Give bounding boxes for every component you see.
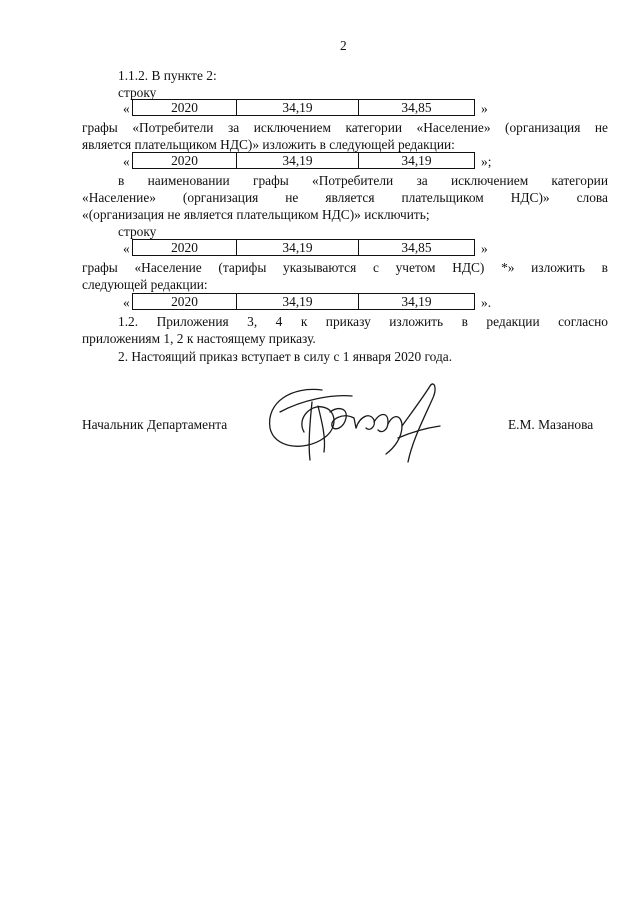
tariff-row-table	[132, 152, 475, 169]
page-number: 2	[340, 38, 347, 53]
tariff-row-table	[132, 99, 475, 116]
table-cell-value: 34,19	[237, 153, 359, 169]
table-cell-value: 34,19	[237, 100, 359, 116]
table-cell-year: 2020	[133, 294, 237, 310]
item-1-1-2: 1.1.2. В пункте 2:	[118, 68, 217, 83]
paragraph-line: «Население» (организация не является плательщиком НДС)» слова	[82, 190, 608, 205]
tariff-row-table	[132, 239, 475, 256]
signer-title: Начальник Департамента	[82, 417, 228, 432]
paragraph-line: графы «Потребители за исключением категории «Население» (организация не	[82, 120, 608, 135]
close-quote: »	[481, 241, 488, 256]
stroku-label-1: строку	[118, 85, 157, 100]
signature-image	[252, 382, 452, 472]
item-1-2-line: 1.2. Приложения 3, 4 к приказу изложить в редакции согласно	[118, 314, 608, 329]
open-quote: «	[123, 295, 130, 310]
tariff-row-table	[132, 293, 475, 310]
close-quote: »	[481, 101, 488, 116]
stroku-label-2: строку	[118, 224, 157, 239]
paragraph-line: графы «Население (тарифы указываются с учетом НДС) *» изложить в	[82, 260, 608, 275]
paragraph-line: является плательщиком НДС)» изложить в следующей редакции:	[82, 137, 455, 152]
table-cell-value: 34,85	[359, 240, 475, 256]
table-row	[133, 240, 475, 256]
table-cell-value: 34,85	[359, 100, 475, 116]
paragraph-line: «(организация не является плательщиком НДС)» исключить;	[82, 207, 430, 222]
table-row	[133, 100, 475, 116]
table-cell-value: 34,19	[359, 294, 475, 310]
table-cell-year: 2020	[133, 240, 237, 256]
open-quote: «	[123, 241, 130, 256]
open-quote: «	[123, 101, 130, 116]
table-cell-value: 34,19	[237, 240, 359, 256]
signer-name: Е.М. Мазанова	[508, 417, 594, 432]
table-row	[133, 294, 475, 310]
table-cell-year: 2020	[133, 100, 237, 116]
table-cell-value: 34,19	[237, 294, 359, 310]
table-cell-value: 34,19	[359, 153, 475, 169]
item-2: 2. Настоящий приказ вступает в силу с 1 января 2020 года.	[118, 349, 453, 364]
close-quote: ».	[481, 295, 492, 310]
paragraph-line: в наименовании графы «Потребители за исключением категории	[118, 173, 608, 188]
open-quote: «	[123, 154, 130, 169]
item-1-2-line: приложениям 1, 2 к настоящему приказу.	[82, 331, 316, 346]
table-row	[133, 153, 475, 169]
table-cell-year: 2020	[133, 153, 237, 169]
paragraph-line: следующей редакции:	[82, 277, 208, 292]
close-quote: »;	[481, 154, 492, 169]
